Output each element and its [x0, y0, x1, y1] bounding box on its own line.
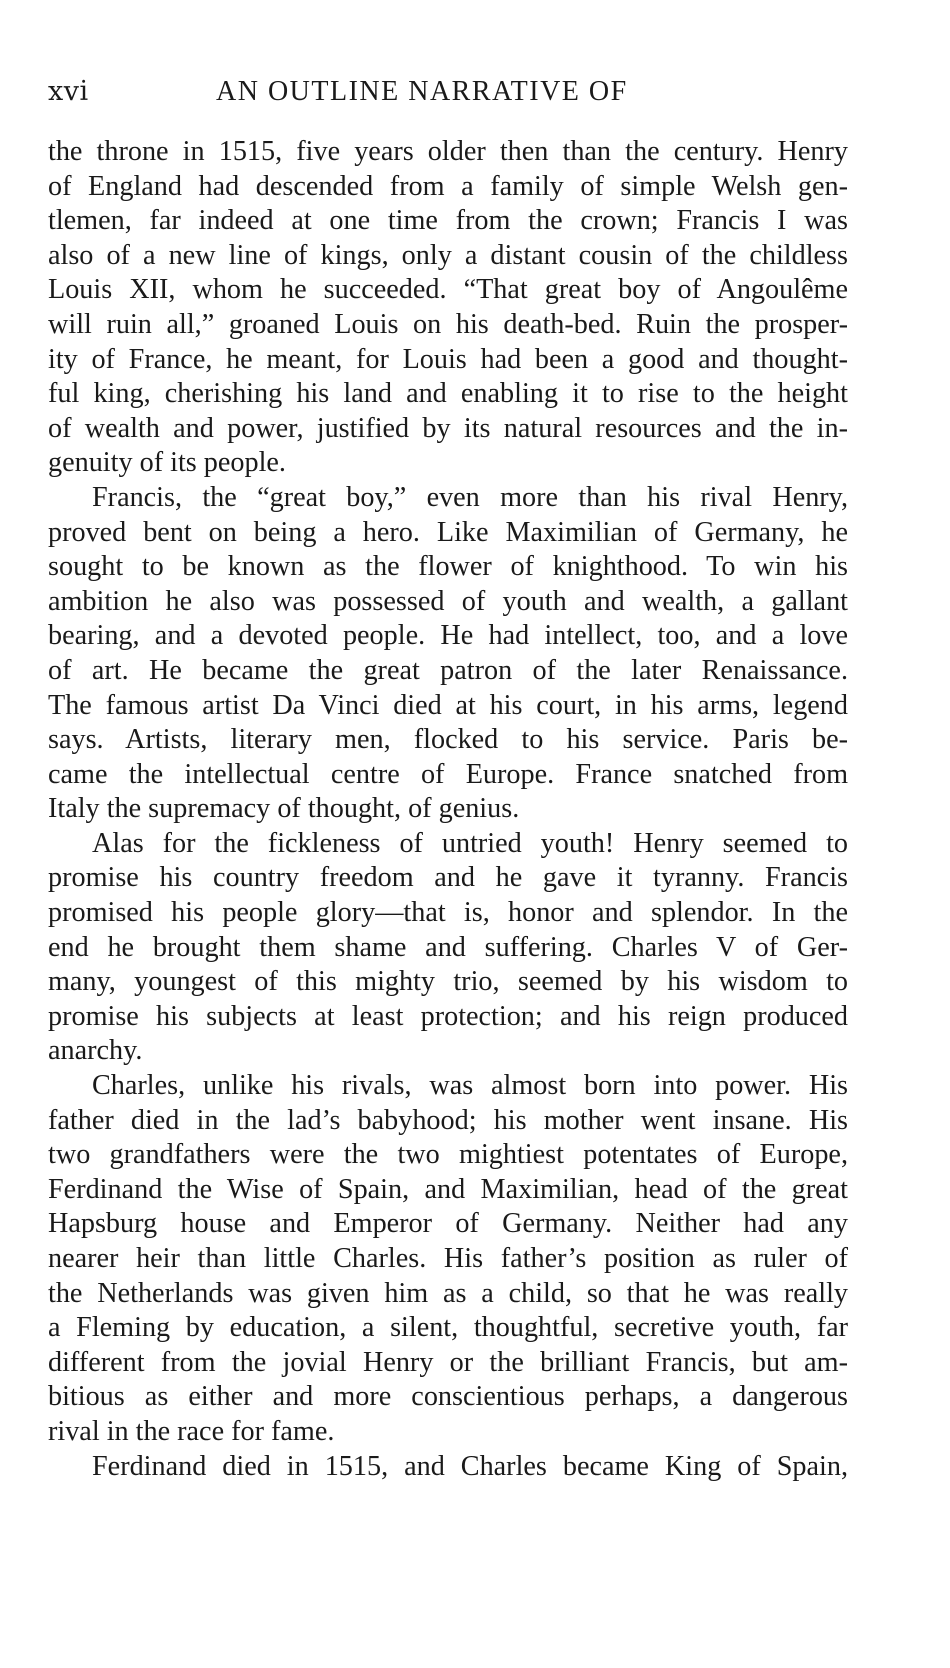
text-line: of wealth and power, justified by its natural resources and the in-: [48, 412, 848, 444]
text-line: genuity of its people.: [48, 447, 286, 479]
text-line: Alas for the fickleness of untried youth! Henry seemed to: [92, 827, 848, 859]
paragraph-3: [48, 827, 848, 1069]
text-line: of art. He became the great patron of the later Renaissance.: [48, 654, 848, 686]
running-title: AN OUTLINE NARRATIVE OF: [216, 76, 628, 107]
text-line: the throne in 1515, five years older then than the century. Henry: [48, 136, 848, 167]
text-line: father died in the lad’s babyhood; his mother went insane. His: [48, 1104, 848, 1136]
text-line: Ferdinand the Wise of Spain, and Maximilian, head of the great: [48, 1173, 848, 1205]
text-line: many, youngest of this mighty trio, seemed by his wisdom to: [48, 966, 848, 998]
text-line: says. Artists, literary men, flocked to his service. Paris be-: [48, 724, 848, 756]
text-line: The famous artist Da Vinci died at his court, in his arms, legend: [48, 689, 848, 721]
text-line: also of a new line of kings, only a distant cousin of the childless: [48, 239, 848, 271]
text-line: sought to be known as the flower of knighthood. To win his: [48, 551, 848, 583]
text-line: the Netherlands was given him as a child, so that he was really: [48, 1277, 848, 1309]
text-line: of England had descended from a family of simple Welsh gen-: [48, 170, 848, 202]
text-line: ity of France, he meant, for Louis had been a good and thought-: [48, 343, 848, 375]
body-text: [48, 135, 848, 1484]
text-line: Ferdinand died in 1515, and Charles became King of Spain,: [92, 1450, 848, 1482]
running-head: [48, 76, 848, 116]
text-line: bearing, and a devoted people. He had intellect, too, and a love: [48, 620, 848, 652]
text-line: rival in the race for fame.: [48, 1415, 335, 1447]
text-line: promised his people glory—that is, honor and splendor. In the: [48, 897, 848, 929]
paragraph-5: [48, 1450, 848, 1485]
text-line: Italy the supremacy of thought, of genius.: [48, 793, 520, 825]
text-line: promise his subjects at least protection; and his reign produced: [48, 1000, 848, 1032]
text-line: Louis XII, whom he succeeded. “That great boy of Angoulême: [48, 274, 848, 306]
text-line: Hapsburg house and Emperor of Germany. Neither had any: [48, 1208, 848, 1240]
text-line: will ruin all,” groaned Louis on his death-bed. Ruin the prosper-: [48, 308, 848, 340]
text-line: nearer heir than little Charles. His father’s position as ruler of: [48, 1243, 848, 1274]
text-line: promise his country freedom and he gave it tyranny. Francis: [48, 862, 848, 894]
text-line: Charles, unlike his rivals, was almost born into power. His: [92, 1070, 848, 1102]
text-line: proved bent on being a hero. Like Maximilian of Germany, he: [48, 516, 848, 548]
text-line: end he brought them shame and suffering. Charles V of Ger-: [48, 931, 848, 963]
text-line: anarchy.: [48, 1035, 143, 1067]
text-line: came the intellectual centre of Europe. France snatched from: [48, 758, 848, 790]
page-number: xvi: [48, 76, 89, 107]
text-line: two grandfathers were the two mightiest potentates of Europe,: [48, 1139, 848, 1171]
paragraph-2: [48, 481, 848, 827]
paragraph-1: [48, 135, 848, 481]
text-line: Francis, the “great boy,” even more than his rival Henry,: [92, 481, 848, 513]
text-line: tlemen, far indeed at one time from the crown; Francis I was: [48, 205, 848, 237]
text-line: ful king, cherishing his land and enabling it to rise to the height: [48, 378, 848, 410]
text-line: a Fleming by education, a silent, thoughtful, secretive youth, far: [48, 1312, 848, 1344]
paragraph-4: [48, 1069, 848, 1450]
text-line: ambition he also was possessed of youth and wealth, a gallant: [48, 585, 848, 617]
text-line: bitious as either and more conscientious perhaps, a dangerous: [48, 1381, 848, 1413]
text-line: different from the jovial Henry or the brilliant Francis, but am-: [48, 1346, 848, 1378]
